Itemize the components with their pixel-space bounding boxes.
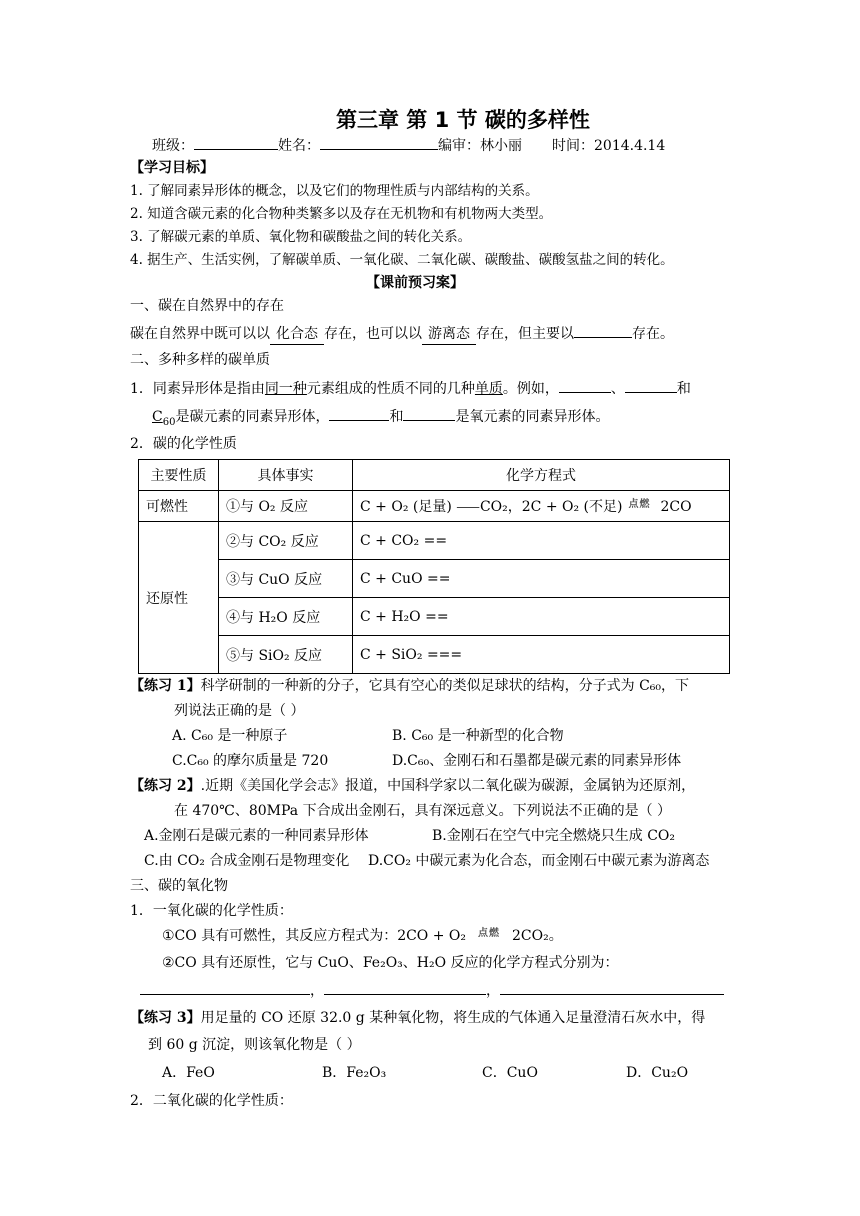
equation-cell[interactable]: C + CuO == — [353, 560, 730, 598]
exercise-2-question-cont: 在 470℃、80MPa 下合成出金刚石，具有深远意义。下列说法不正确的是（ ） — [174, 803, 672, 819]
property-cell: 还原性 — [139, 522, 219, 674]
text-segment: ， — [310, 983, 324, 999]
chem-props-heading: 2．碳的化学性质 — [130, 436, 237, 452]
fact-cell: ④与 H₂O 反应 — [219, 598, 353, 636]
option-d[interactable]: D．Cu₂O — [626, 1065, 689, 1081]
exercise-3-question-cont: 到 60 g 沉淀，则该氧化物是（ ） — [148, 1037, 361, 1053]
option-a[interactable]: A．FeO — [162, 1065, 215, 1081]
equation-cell[interactable]: C + H₂O == — [353, 598, 730, 636]
exercise-3-question — [130, 1008, 705, 1028]
text-segment: 是碳元素的同素异形体， — [175, 409, 330, 425]
table-header-row — [139, 460, 730, 491]
text-segment: 碳在自然界中既可以以 — [130, 326, 270, 342]
equation-cell: C + O₂ (足量) ⸺CO₂，2C + O₂ (不足) 点燃 2CO — [353, 491, 730, 522]
class-blank[interactable] — [194, 135, 278, 150]
co-combustion-line — [162, 926, 563, 948]
name-label: 姓名： — [278, 138, 320, 154]
underlined-term: 同一种 — [264, 381, 307, 397]
table-header-cell: 具体事实 — [219, 460, 353, 491]
page-title: 第三章 第 1 节 碳的多样性 — [336, 108, 590, 132]
carbon-allotrope-blank-1[interactable] — [559, 378, 611, 393]
objective-item: 3. 了解碳元素的单质、氧化物和碳酸盐之间的转化关系。 — [130, 229, 472, 245]
answer-combined-state: 化合态 — [270, 324, 324, 345]
text-segment: 存在。 — [632, 326, 674, 342]
text-segment: 用足量的 CO 还原 32.0 g 某种氧化物，将生成的气体通入足量澄清石灰水中，得 — [200, 1010, 706, 1026]
ignition-condition-mark: 点燃 — [628, 499, 651, 510]
objectives-heading: 【学习目标】 — [130, 160, 214, 176]
fact-cell: ③与 CuO 反应 — [219, 560, 353, 598]
equation-blank-2[interactable] — [324, 980, 486, 995]
option-d[interactable]: D.CO₂ 中碳元素为化合态，而金刚石中碳元素为游离态 — [368, 853, 710, 869]
option-c[interactable]: C．CuO — [482, 1065, 538, 1081]
text-segment: 和 — [676, 381, 691, 397]
section-heading-existence: 一、碳在自然界中的存在 — [130, 298, 284, 314]
co-props-heading: 1．一氧化碳的化学性质： — [130, 903, 293, 919]
equation-blank-3[interactable] — [500, 980, 724, 995]
table-header-cell: 主要性质 — [139, 460, 219, 491]
class-label: 班级： — [152, 138, 194, 154]
underlined-term: 单质 — [474, 381, 503, 397]
option-b[interactable]: B．Fe₂O₃ — [322, 1065, 387, 1081]
option-d[interactable]: D.C₆₀、金刚石和石墨都是碳元素的同素异形体 — [392, 753, 682, 769]
name-blank[interactable] — [320, 135, 438, 150]
text-segment: 元素组成的性质不同的几种 — [306, 381, 475, 397]
option-a[interactable]: A.金刚石是碳元素的一种同素异形体 — [144, 828, 369, 844]
text-segment: ， — [486, 983, 500, 999]
section-heading-oxides: 三、碳的氧化物 — [130, 878, 228, 894]
fact-cell: ⑤与 SiO₂ 反应 — [219, 636, 353, 674]
text-segment: ①CO 具有可燃性，其反应方程式为：2CO + O₂ — [162, 928, 467, 944]
equation-cell[interactable]: C + CO₂ == — [353, 522, 730, 560]
objective-item: 2. 知道含碳元素的化合物种类繁多以及存在无机物和有机物两大类型。 — [130, 206, 553, 222]
table-header-cell: 化学方程式 — [353, 460, 730, 491]
exercise-label: 【练习 1】 — [130, 678, 201, 694]
co2-props-heading: 2．二氧化碳的化学性质： — [130, 1093, 293, 1109]
co-equations-blank-line — [140, 980, 724, 1001]
oxygen-allotrope-blank-2[interactable] — [403, 406, 455, 421]
exercise-label: 【练习 3】 — [130, 1010, 201, 1026]
c60-term: $C_{60}$ — [152, 409, 176, 428]
text-segment: 。例如， — [502, 381, 559, 397]
existence-sentence — [130, 323, 674, 345]
fact-cell: ②与 CO₂ 反应 — [219, 522, 353, 560]
co-reduction-line: ②CO 具有还原性，它与 CuO、Fe₂O₃、H₂O 反应的化学方程式分别为： — [162, 955, 619, 971]
table-row — [139, 636, 730, 674]
table-row — [139, 522, 730, 560]
text-segment: 2CO₂。 — [512, 928, 563, 944]
text-segment: .近期《美国化学会志》报道，中国科学家以二氧化碳为碳源，金属钠为还原剂， — [200, 778, 696, 794]
editor-label: 编审：林小丽 — [438, 138, 522, 154]
objective-item: 1. 了解同素异形体的概念，以及它们的物理性质与内部结构的关系。 — [130, 183, 539, 199]
option-b[interactable]: B.金刚石在空气中完全燃烧只生成 CO₂ — [432, 828, 675, 844]
text-segment: 存在，但主要以 — [476, 326, 574, 342]
text-segment: 存在，也可以以 — [324, 326, 422, 342]
option-b[interactable]: B. C₆₀ 是一种新型的化合物 — [392, 728, 564, 744]
preview-heading: 【课前预习案】 — [366, 275, 464, 291]
text-segment: 科学研制的一种新的分子，它具有空心的类似足球状的结构，分子式为 C₆₀，下 — [200, 678, 690, 694]
date-label: 时间：2014.4.14 — [552, 138, 666, 154]
exercise-2-question — [130, 776, 695, 796]
table-row — [139, 598, 730, 636]
objective-item: 4. 据生产、生活实例，了解碳单质、一氧化碳、二氧化碳、碳酸盐、碳酸氢盐之间的转化。 — [130, 252, 674, 268]
oxygen-allotrope-blank-1[interactable] — [329, 406, 389, 421]
exercise-1-question — [130, 676, 689, 696]
fact-cell: ①与 O₂ 反应 — [219, 491, 353, 522]
equation-blank-1[interactable] — [140, 980, 310, 995]
main-state-blank[interactable] — [574, 323, 632, 338]
property-cell: 可燃性 — [139, 491, 219, 522]
text-segment: 1．同素异形体是指由 — [130, 381, 265, 397]
section-heading-elements: 二、多种多样的碳单质 — [130, 352, 270, 368]
exercise-1-question-cont: 列说法正确的是（ ） — [174, 703, 305, 719]
equation-cell[interactable]: C + SiO₂ === — [353, 636, 730, 674]
answer-free-state: 游离态 — [422, 324, 476, 345]
text-segment: 是氧元素的同素异形体。 — [455, 409, 610, 425]
carbon-allotrope-blank-2[interactable] — [625, 378, 677, 393]
exercise-label: 【练习 2】 — [130, 778, 201, 794]
text-segment: 、 — [610, 381, 625, 397]
option-a[interactable]: A. C₆₀ 是一种原子 — [172, 728, 288, 744]
ignition-condition-mark: 点燃 — [478, 928, 501, 939]
table-row — [139, 491, 730, 522]
option-c[interactable]: C.C₆₀ 的摩尔质量是 720 — [172, 753, 329, 769]
text-segment: 和 — [389, 409, 404, 425]
table-row — [139, 560, 730, 598]
carbon-properties-table — [138, 459, 730, 674]
allotrope-definition — [130, 378, 691, 399]
allotrope-examples — [152, 406, 609, 427]
header-info-line — [152, 135, 665, 156]
option-c[interactable]: C.由 CO₂ 合成金刚石是物理变化 — [144, 853, 350, 869]
